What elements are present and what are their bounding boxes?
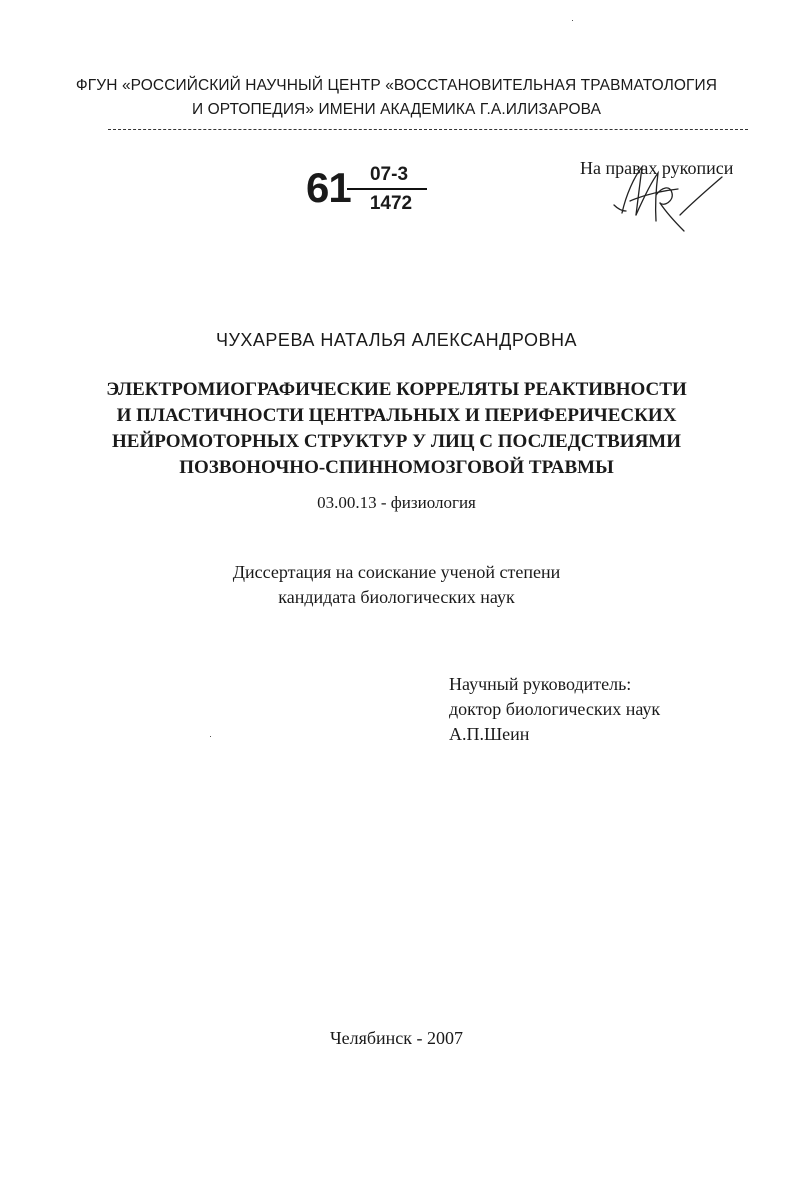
organization-line: И ОРТОПЕДИЯ» ИМЕНИ АКАДЕМИКА Г.А.ИЛИЗАРОВА bbox=[191, 101, 602, 118]
scan-speck bbox=[210, 736, 211, 737]
title-line: И ПЛАСТИЧНОСТИ ЦЕНТРАЛЬНЫХ И ПЕРИФЕРИЧЕСКИХ bbox=[116, 405, 677, 426]
catalog-code-fraction-bar bbox=[347, 188, 427, 190]
author-name: ЧУХАРЕВА НАТАЛЬЯ АЛЕКСАНДРОВНА bbox=[215, 330, 577, 350]
catalog-code-denominator: 1472 bbox=[369, 193, 413, 214]
advisor-line: доктор биологических наук bbox=[449, 699, 661, 719]
scientific-advisor bbox=[449, 672, 660, 747]
advisor-line: А.П.Шеин bbox=[449, 724, 530, 744]
catalog-code-numerator: 07-3 bbox=[369, 164, 409, 185]
scan-speck bbox=[572, 20, 573, 21]
city-year: Челябинск - 2007 bbox=[329, 1028, 464, 1048]
degree-line: кандидата биологических наук bbox=[278, 587, 515, 607]
organization-header bbox=[0, 74, 793, 122]
title-line: ЭЛЕКТРОМИОГРАФИЧЕСКИЕ КОРРЕЛЯТЫ РЕАКТИВНОСТИ bbox=[106, 379, 687, 400]
organization-line: ФГУН «РОССИЙСКИЙ НАУЧНЫЙ ЦЕНТР «ВОССТАНОВИТЕЛЬНАЯ ТРАВМАТОЛОГИЯ bbox=[75, 77, 718, 94]
handwritten-signature bbox=[600, 155, 730, 235]
catalog-code-main: 61 bbox=[306, 164, 351, 211]
rights-note: На правах рукописи bbox=[580, 158, 734, 178]
dissertation-title bbox=[0, 377, 793, 481]
title-line: ПОЗВОНОЧНО-СПИННОМОЗГОВОЙ ТРАВМЫ bbox=[179, 457, 614, 478]
title-line: НЕЙРОМОТОРНЫХ СТРУКТУР У ЛИЦ С ПОСЛЕДСТВИЯМИ bbox=[112, 431, 681, 452]
degree-line: Диссертация на соискание ученой степени bbox=[232, 562, 561, 582]
header-divider bbox=[108, 129, 748, 130]
dissertation-degree bbox=[0, 560, 793, 610]
advisor-line: Научный руководитель: bbox=[449, 674, 632, 694]
specialty: 03.00.13 - физиология bbox=[317, 493, 476, 512]
